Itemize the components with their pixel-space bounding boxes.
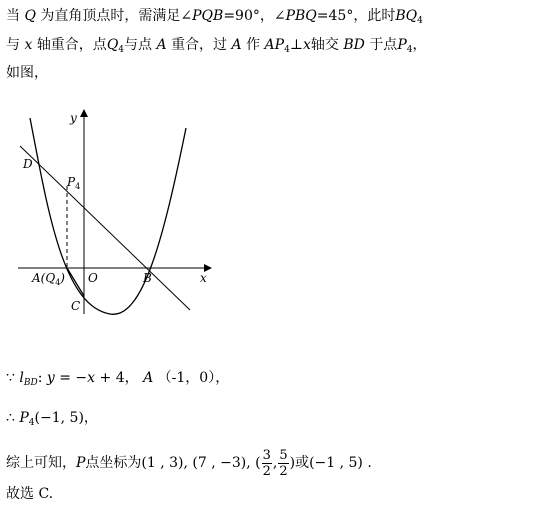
text: 综上可知， bbox=[6, 455, 76, 471]
subscript: 4 bbox=[417, 16, 423, 26]
math-p4: P bbox=[397, 37, 407, 53]
subscript: BD bbox=[23, 378, 38, 388]
text: 轴重合，点 bbox=[36, 37, 107, 53]
solution-line-1 bbox=[6, 368, 229, 388]
math-x: x bbox=[302, 37, 311, 53]
math-bq: BQ bbox=[395, 8, 418, 24]
math-pqb: PQB bbox=[192, 8, 224, 24]
problem-line-2 bbox=[6, 35, 426, 55]
math-a: A bbox=[156, 37, 167, 53]
problem-line-1 bbox=[6, 6, 423, 26]
text: )或(−1 , 5) . bbox=[289, 455, 372, 471]
text: 轴交 bbox=[310, 37, 339, 53]
text: ， bbox=[412, 37, 427, 53]
text: ⊥ bbox=[289, 37, 303, 53]
text: : bbox=[37, 370, 43, 386]
label-y: y bbox=[70, 111, 77, 125]
label-d: D bbox=[23, 157, 33, 171]
text: = − bbox=[54, 370, 88, 386]
subscript: 4 bbox=[284, 45, 290, 55]
math-p4: P bbox=[19, 410, 29, 426]
segment-ac bbox=[67, 268, 84, 296]
label-o: O bbox=[88, 271, 98, 285]
label-b: B bbox=[143, 271, 152, 285]
math-bd: BD bbox=[343, 37, 365, 53]
text: （-1，0）， bbox=[157, 370, 230, 386]
fraction-5-2: $\frac{5}{2}$ bbox=[279, 447, 288, 479]
text: 重合，过 bbox=[171, 37, 228, 53]
solution-line-2 bbox=[6, 408, 98, 428]
text: 作 bbox=[246, 37, 261, 53]
text: 与 bbox=[6, 37, 20, 53]
text: 与点 bbox=[124, 37, 153, 53]
math-ap4: AP bbox=[264, 37, 285, 53]
math-pbq: PBQ bbox=[285, 8, 317, 24]
math-a: A bbox=[143, 370, 154, 386]
math-q: Q bbox=[24, 8, 36, 24]
math-x: x bbox=[87, 370, 96, 386]
subscript: 4 bbox=[28, 418, 35, 428]
math-q4: Q bbox=[106, 37, 119, 53]
label-a-q4: $A(Q_4)$ bbox=[32, 271, 65, 287]
solution-line-4: 故选 C. bbox=[6, 486, 54, 502]
math-l: l bbox=[19, 370, 24, 386]
line-bd bbox=[20, 146, 190, 310]
subscript: 4 bbox=[118, 45, 125, 55]
math-p: P bbox=[76, 455, 86, 471]
label-p4: $P_4$ bbox=[67, 175, 81, 191]
math-a: A bbox=[231, 37, 242, 53]
problem-line-3: 如图， bbox=[6, 65, 48, 81]
parabola-figure bbox=[18, 106, 218, 316]
text: , bbox=[272, 455, 278, 471]
text: 当 bbox=[6, 8, 20, 24]
math-x: x bbox=[24, 37, 33, 53]
because-symbol: ∵ bbox=[6, 370, 15, 386]
label-x: x bbox=[200, 271, 207, 285]
subscript: 4 bbox=[406, 45, 413, 55]
label-c: C bbox=[71, 299, 81, 313]
text: 点坐标为(1 , 3), (7 , −3), ( bbox=[85, 455, 261, 471]
text: (−1, 5)， bbox=[34, 410, 98, 426]
text: + 4， bbox=[95, 370, 139, 386]
text: =45°，此时 bbox=[316, 8, 396, 24]
fraction-3-2: $\frac{3}{2}$ bbox=[262, 447, 271, 479]
solution-line-3 bbox=[6, 446, 372, 480]
therefore-symbol: ∴ bbox=[6, 410, 15, 426]
math-y: y bbox=[46, 370, 55, 386]
text: 于点 bbox=[369, 37, 398, 53]
text: 为直角顶点时，需满足∠ bbox=[40, 8, 193, 24]
text: =90°，∠ bbox=[223, 8, 286, 24]
